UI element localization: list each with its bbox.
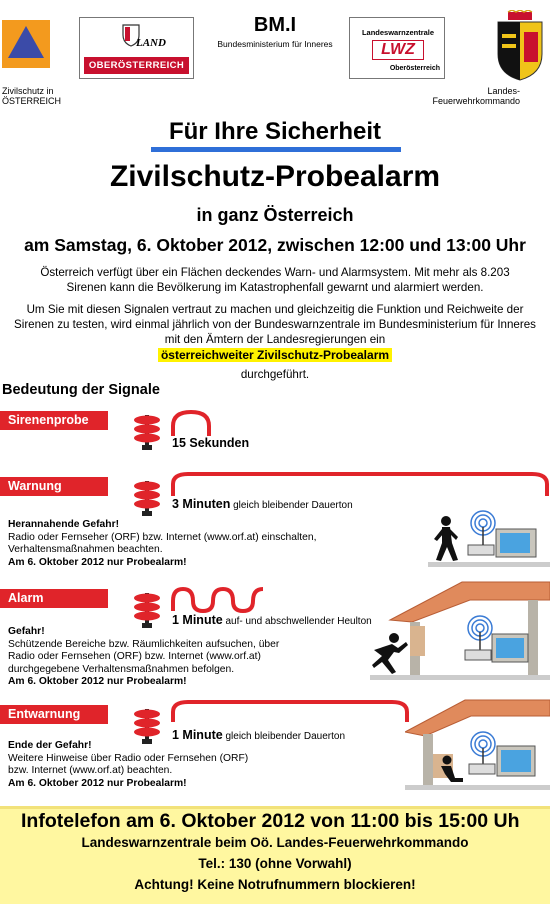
- person-walking-to-tv-illustration: [428, 505, 550, 567]
- feuerwehr-caption: Landes- Feuerwehrkommando: [432, 86, 520, 106]
- info-phone-line: Infotelefon am 6. Oktober 2012 von 11:00 bis 15:00 Uh: [21, 810, 520, 832]
- probealarm-highlight: österreichweiter Zivilschutz-Probealarm: [0, 348, 550, 362]
- signal-label-alarm: Alarm: [0, 589, 108, 608]
- intro-paragraph-1: Österreich verfügt über ein Flächen deckendes Warn- und Alarmsystem. Mit mehr als 8.203 Sirenen kann die Bevölkerung im Katastrophenfall gewarnt und alarmiert werden.: [40, 266, 510, 294]
- blue-rule: [151, 147, 401, 152]
- person-inside-house-illustration: [405, 698, 550, 790]
- land-oberoesterreich-logo: LAND OBERÖSTERREICH: [79, 17, 194, 79]
- steady-tone-signal-icon: [170, 696, 410, 724]
- intro-paragraph-end: durchgeführt.: [240, 368, 310, 381]
- short-tone-signal-icon: [170, 408, 220, 438]
- footer-divider: [0, 806, 550, 809]
- signal-duration: 1 Minute gleich bleibender Dauerton: [172, 728, 346, 742]
- steady-tone-signal-icon: [170, 468, 550, 498]
- lwz-logo: Landeswarnzentrale LWZ Oberösterreich: [349, 17, 445, 79]
- bmi-logo: BM.I Bundesministerium für Inneres: [217, 14, 333, 49]
- warning-line: Achtung! Keine Notrufnummern blockieren!: [134, 877, 416, 892]
- siren-icon: [132, 478, 162, 518]
- zivilschutz-caption: Zivilschutz in ÖSTERREICH: [2, 86, 62, 106]
- zivilschutz-triangle-icon: [2, 20, 50, 68]
- siren-icon: [132, 590, 162, 630]
- wailing-tone-signal-icon: [170, 585, 270, 613]
- intro-paragraph-2: Um Sie mit diesen Signalen vertraut zu machen und gleichzeitig die Funktion und Reichweite der Sirenen zu testen, wird einmal jährlich von der Bundeswarnzentrale im Bundesministerium für Inneres mit den Ämtern der Landesregierungen ein: [14, 303, 536, 346]
- signal-duration: 15 Sekunden: [172, 436, 250, 450]
- feuerwehr-crest-icon: [494, 10, 546, 82]
- page-title: Zivilschutz-Probealarm: [109, 160, 441, 193]
- phone-number-line: Tel.: 130 (ohne Vorwahl): [198, 856, 352, 871]
- signal-duration: 1 Minute auf- und abschwellender Heulton: [172, 613, 372, 627]
- signal-duration: 3 Minuten gleich bleibender Dauerton: [172, 497, 353, 511]
- person-running-into-house-illustration: [370, 580, 550, 680]
- signal-description: Gefahr! Schützende Bereiche bzw. Räumlichkeiten aufsuchen, über Radio oder Fernsehen (ORF) bzw. Internet (www.orf.at) durchgegebene Verhaltensmaßnahmen befolgen. Am 6. Oktober 2012 nur Probealarm!: [8, 626, 280, 687]
- zivilschutz-logo: [2, 20, 50, 68]
- signals-heading: Bedeutung der Signale: [2, 382, 160, 398]
- signal-label-warnung: Warnung: [0, 477, 108, 496]
- signal-label-entwarnung: Entwarnung: [0, 705, 108, 724]
- kicker-heading: Für Ihre Sicherheit: [168, 118, 382, 145]
- region-subtitle: in ganz Österreich: [196, 205, 354, 225]
- signal-description: Ende der Gefahr! Weitere Hinweise über Radio oder Fernsehen (ORF) bzw. Internet (www.orf.at) beachten. Am 6. Oktober 2012 nur Probealarm!: [8, 740, 249, 789]
- date-line: am Samstag, 6. Oktober 2012, zwischen 12:00 und 13:00 Uhr: [24, 235, 526, 255]
- siren-icon: [132, 412, 162, 452]
- signal-description: Herannahende Gefahr! Radio oder Fernseher (ORF) bzw. Internet (www.orf.at) einschalten, Verhaltensmaßnahmen beachten. Am 6. Oktober 2012 nur Probealarm!: [8, 519, 317, 568]
- organization-line: Landeswarnzentrale beim Oö. Landes-Feuerwehrkommando: [81, 835, 469, 850]
- signal-label-sirenenprobe: Sirenenprobe: [0, 411, 108, 430]
